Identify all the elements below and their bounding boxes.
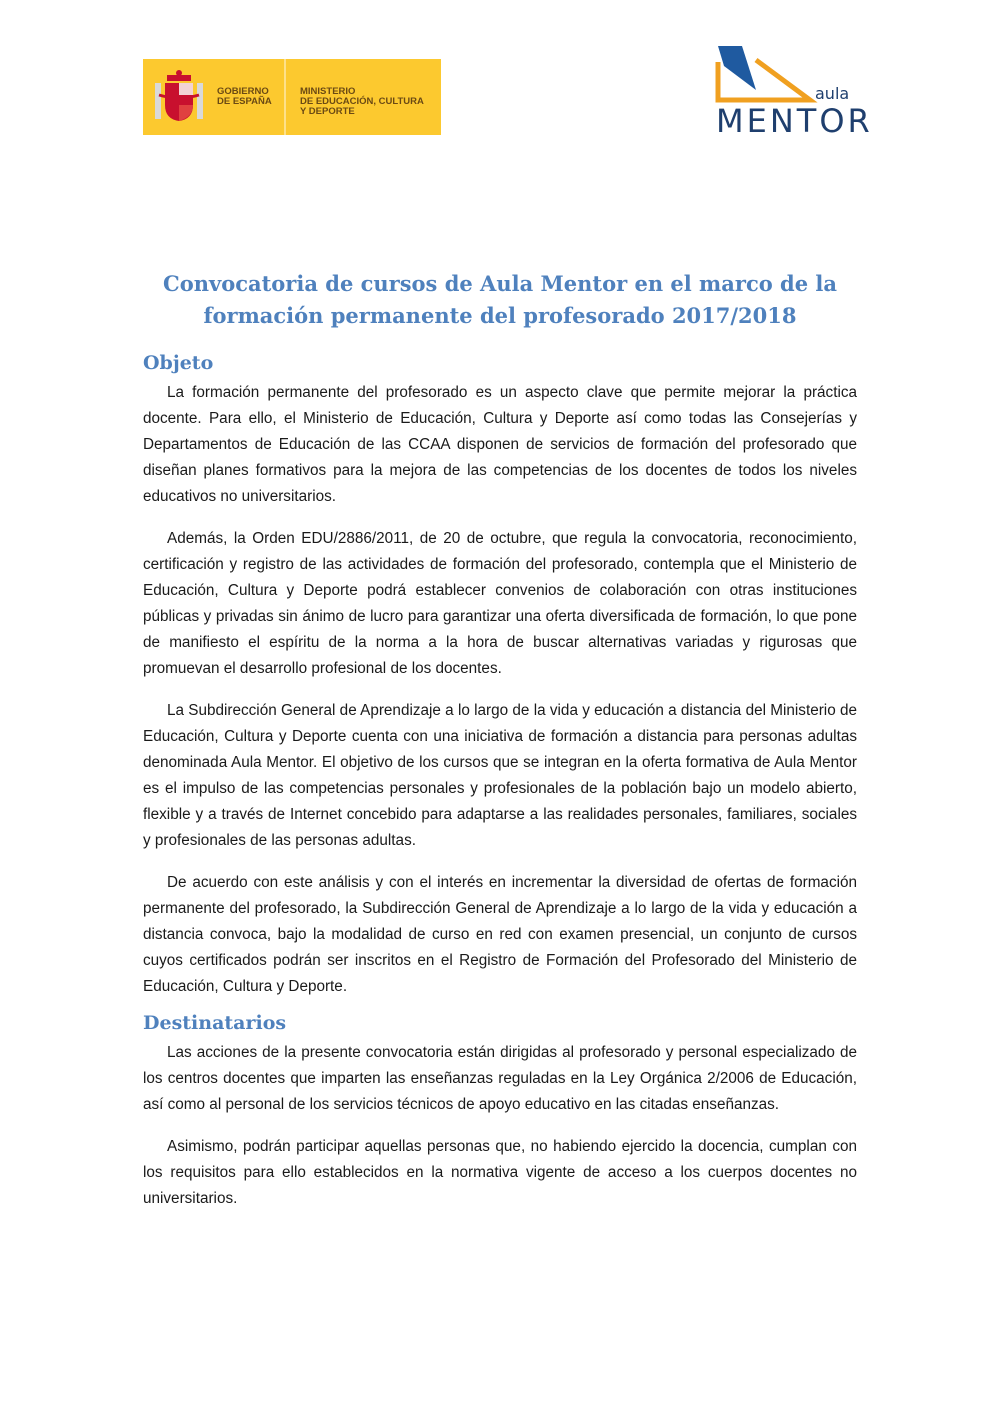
aula-mentor-logo: [712, 44, 873, 140]
section-heading-objeto: Objeto: [143, 352, 214, 374]
document-body: [143, 346, 857, 1228]
paragraph: De acuerdo con este análisis y con el interés en incrementar la diversidad de ofertas de formación permanente del profesorado, la Subdirección General de Aprendizaje a lo largo de la vida y educación a distancia convoca, bajo la modalidad de curso en red con examen presencial, un conjunto de cursos cuyos certificados podrán ser inscritos en el Registro de Formación del Profesorado del Ministerio de Educación, Cultura y Deporte.: [143, 874, 857, 995]
gobierno-de-espana-logo: [143, 59, 441, 135]
paragraph: La formación permanente del profesorado es un aspecto clave que permite mejorar la práctica docente. Para ello, el Ministerio de Educación, Cultura y Deporte así como todas las Consejerías y Departamentos de Educación de las CCAA disponen de servicios de formación del profesorado que diseñan planes formativos para la mejora de las competencias de los docentes de todos los niveles educativos no universitarios.: [143, 384, 857, 505]
section-heading-destinatarios: Destinatarios: [143, 1012, 287, 1034]
mentor-text: MENTOR: [716, 102, 873, 140]
paragraph: Asimismo, podrán participar aquellas personas que, no habiendo ejercido la docencia, cumplan con los requisitos para ello establecidos en la normativa vigente de acceso a los cuerpos docentes no universitarios.: [143, 1138, 857, 1207]
coat-of-arms-icon: [153, 69, 205, 125]
gobierno-label: GOBIERNO DE ESPAÑA: [217, 86, 272, 107]
ministerio-label: MINISTERIO DE EDUCACIÓN, CULTURA Y DEPORTE: [300, 86, 424, 117]
document-title: Convocatoria de cursos de Aula Mentor en el marco de la formación permanente del profesorado 2017/2018: [163, 271, 837, 328]
aula-text: aula: [815, 84, 850, 103]
paragraph: Además, la Orden EDU/2886/2011, de 20 de octubre, que regula la convocatoria, reconocimiento, certificación y registro de las actividades de formación del profesorado, contempla que el Ministerio de Educación, Cultura y Deporte podrá establecer convenios de colaboración con otras instituciones públicas y privadas sin ánimo de lucro para garantizar una oferta diversificada de formación, lo que pone de manifiesto el espíritu de la norma a la hora de buscar alternativas variadas y rigurosas que promuevan el desarrollo profesional de los docentes.: [143, 530, 857, 677]
paragraph: La Subdirección General de Aprendizaje a lo largo de la vida y educación a distancia del Ministerio de Educación, Cultura y Deporte cuenta con una iniciativa de formación a distancia para personas adultas denominada Aula Mentor. El objetivo de los cursos que se integran en la oferta formativa de Aula Mentor es el impulso de las competencias personales y profesionales de la población bajo un modelo abierto, flexible y a través de Internet concebido para adaptarse a las realidades personales, familiares, sociales y profesionales de las personas adultas.: [143, 702, 857, 849]
paragraph: Las acciones de la presente convocatoria están dirigidas al profesorado y personal especializado de los centros docentes que imparten las enseñanzas reguladas en la Ley Orgánica 2/2006 de Educación, así como al personal de los servicios técnicos de apoyo educativo en las citadas enseñanzas.: [143, 1044, 857, 1113]
